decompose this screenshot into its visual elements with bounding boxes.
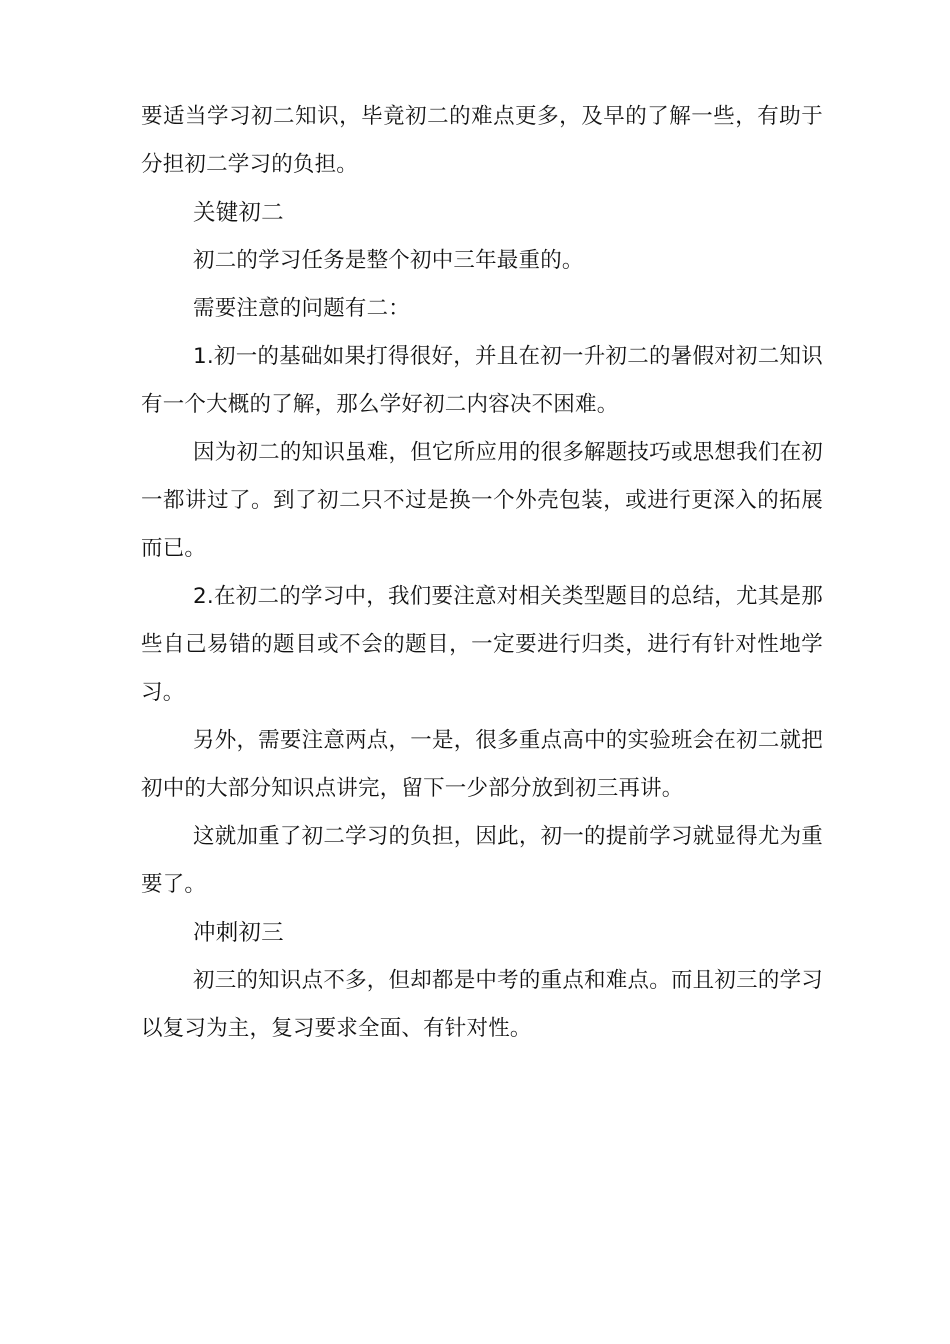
paragraph-grade-8-workload: 初二的学习任务是整个初中三年最重的。 (193, 248, 584, 273)
section-heading-grade-8: 关键初二 (193, 200, 284, 226)
paragraph-intro-continuation: 要适当学习初二知识，毕竟初二的难点更多，及早的了解一些，有助于分担初二学习的负担。 (141, 104, 823, 177)
paragraph-issue-1-explanation: 因为初二的知识虽难，但它所应用的很多解题技巧或思想我们在初一都讲过了。到了初二只不过是换一个外壳包装，或进行更深入的拓展而已。 (141, 440, 823, 561)
paragraph-additional-notes: 另外，需要注意两点，一是，很多重点高中的实验班会在初二就把初中的大部分知识点讲完，留下一少部分放到初三再讲。 (141, 728, 823, 801)
paragraph-issue-1: 1.初一的基础如果打得很好，并且在初一升初二的暑假对初二知识有一个大概的了解，那么学好初二内容决不困难。 (141, 344, 823, 417)
paragraph-two-issues: 需要注意的问题有二： (193, 296, 411, 321)
paragraph-grade-9-review: 初三的知识点不多，但却都是中考的重点和难点。而且初三的学习以复习为主，复习要求全面、有针对性。 (141, 968, 823, 1041)
document-body (141, 93, 823, 1053)
section-heading-grade-9: 冲刺初三 (193, 920, 284, 946)
paragraph-issue-2: 2.在初二的学习中，我们要注意对相关类型题目的总结，尤其是那些自己易错的题目或不会的题目，一定要进行归类，进行有针对性地学习。 (141, 584, 823, 705)
paragraph-workload-conclusion: 这就加重了初二学习的负担，因此，初一的提前学习就显得尤为重要了。 (141, 824, 823, 897)
